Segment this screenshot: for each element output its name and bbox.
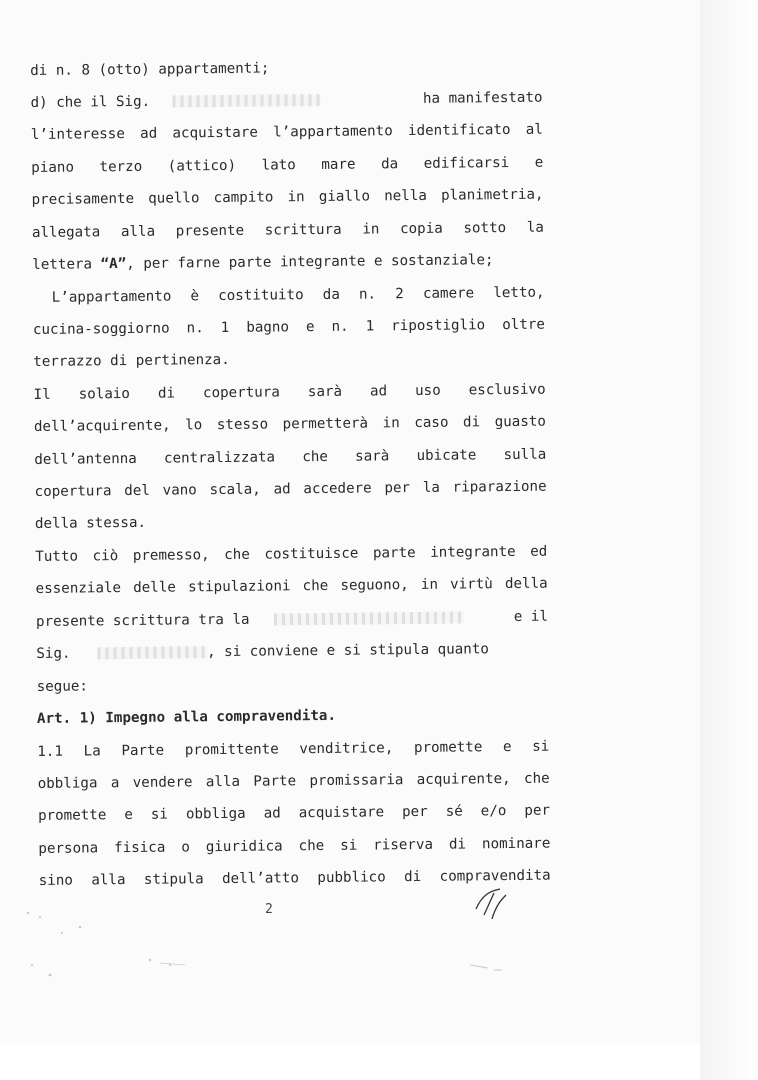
- text-line: obbliga a vendere alla Parte promissaria acquirente, che: [37, 770, 550, 792]
- text-line: dell’antenna centralizzata che sarà ubicate sulla: [34, 446, 547, 468]
- text-fragment: , si conviene e si stipula quanto: [206, 641, 489, 661]
- redacted-name: [173, 94, 321, 108]
- scan-artifact: [460, 940, 520, 980]
- text-line: essenziale delle stipulazioni che seguono, in virtù della: [35, 575, 548, 597]
- text-line: promette e si obbliga ad acquistare per sé e/o per: [37, 802, 551, 824]
- page-number: 2: [265, 902, 273, 917]
- text-fragment: ha manifestato: [422, 89, 543, 107]
- text-fragment: d) che il Sig.: [30, 93, 151, 111]
- article-heading: Art. 1) Impegno alla compravendita.: [36, 707, 337, 727]
- text-line: Tutto ciò premesso, che costituisce parte integrante ed: [35, 543, 548, 565]
- text-line: 1.1 La Parte promittente venditrice, promette e si: [37, 738, 550, 760]
- text-fragment: lettera: [32, 256, 101, 273]
- text-line: della stessa.: [34, 514, 147, 532]
- text-line: di n. 8 (otto) appartamenti;: [30, 60, 270, 79]
- text-line: l’interesse ad acquistare l’appartamento identificato al: [30, 121, 543, 143]
- redacted-name: [97, 646, 207, 659]
- text-line: copertura del vano scala, ad accedere per la riparazione: [34, 478, 547, 500]
- text-line: piano terzo (attico) lato mare da edificarsi e: [31, 154, 544, 176]
- text-line: terrazzo di pertinenza.: [33, 351, 230, 370]
- attachment-letter: “A”: [100, 256, 127, 273]
- text-line: Il solaio di copertura sarà ad uso esclusivo: [33, 381, 546, 403]
- text-line: L’appartamento è costituito da n. 2 camere letto,: [32, 284, 545, 306]
- scan-artifact: [10, 905, 270, 985]
- text-line: cucina-soggiorno n. 1 bagno e n. 1 ripostiglio oltre: [32, 316, 545, 338]
- text-line: segue:: [36, 678, 89, 695]
- page-edge: [700, 0, 758, 1080]
- text-line: sino alla stipula dell’atto pubblico di compravendita: [38, 867, 551, 889]
- text-fragment: e il: [513, 608, 549, 625]
- text-fragment: Sig.: [36, 645, 71, 662]
- text-fragment: , per farne parte integrante e sostanziale;: [126, 252, 494, 273]
- initials-signature: [470, 885, 510, 925]
- text-line: persona fisica o giuridica che si riserva di nominare: [38, 835, 551, 857]
- text-line: precisamente quello campito in giallo nella planimetria,: [31, 186, 544, 208]
- text-line: dell’acquirente, lo stesso permetterà in caso di guasto: [33, 413, 547, 435]
- text-line: allegata alla presente scrittura in copia sotto la: [31, 219, 544, 241]
- redacted-name: [274, 611, 464, 625]
- text-fragment: presente scrittura tra la: [35, 611, 250, 630]
